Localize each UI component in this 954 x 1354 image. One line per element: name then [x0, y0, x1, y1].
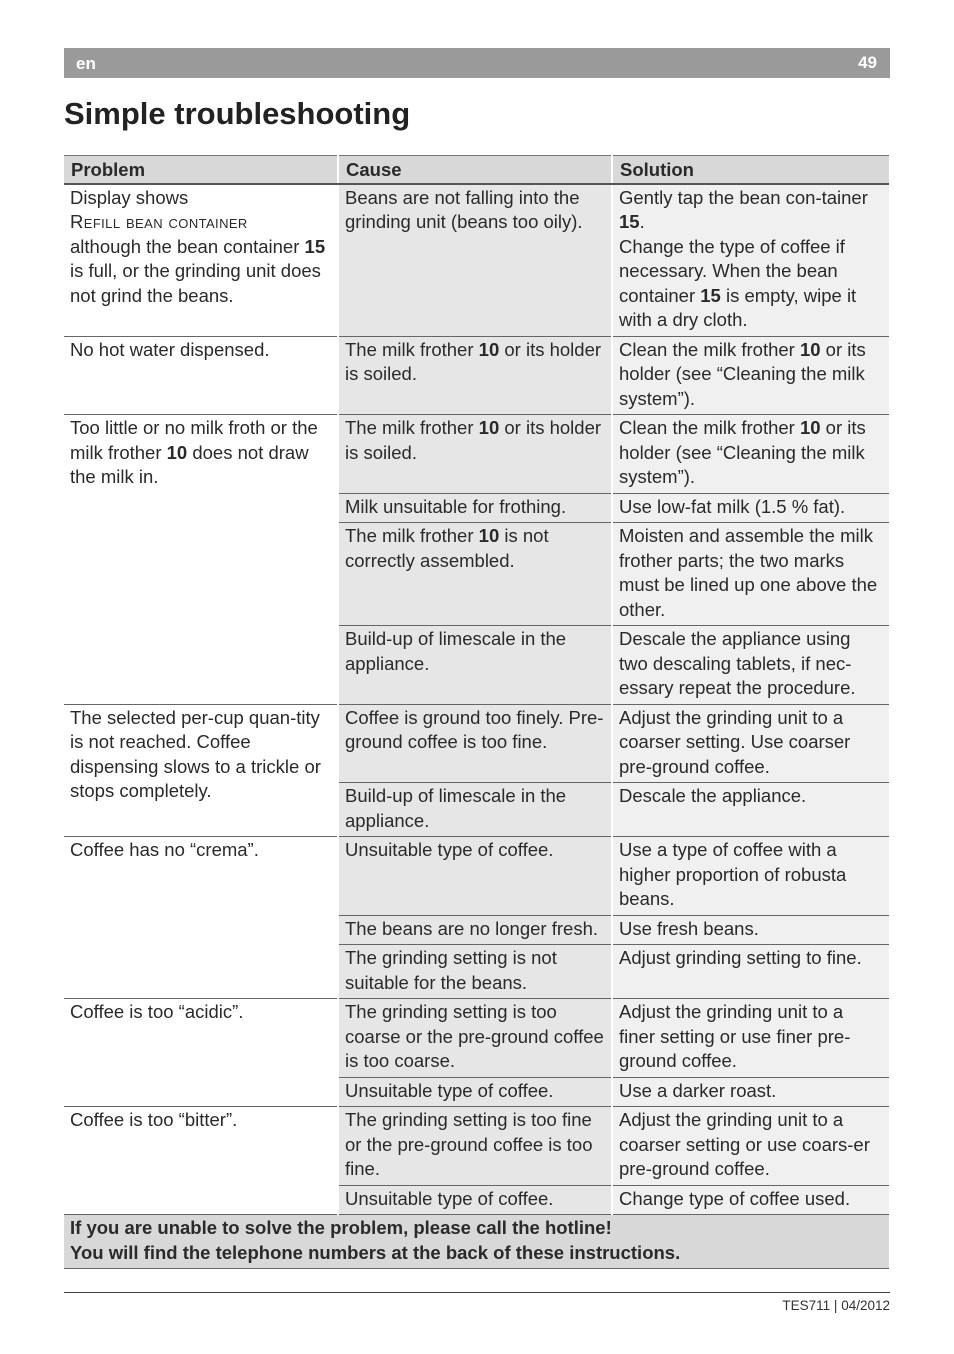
problem-cell [64, 184, 338, 337]
problem-text: although the bean container [70, 235, 300, 257]
part-number: 15 [304, 235, 326, 257]
table-row [64, 415, 889, 494]
solution-cell: Use a darker roast. [612, 1077, 889, 1107]
problem-cell: No hot water dispensed. [64, 336, 338, 415]
problem-cell: Coffee has no “crema”. [64, 837, 338, 999]
page-number: 49 [858, 53, 877, 72]
solution-cell: Descale the appliance using two descaling tablets, if nec-essary repeat the procedure. [612, 626, 889, 705]
cause-cell: The grinding setting is too coarse or the pre-ground coffee is too coarse. [338, 999, 612, 1078]
part-number: 10 [799, 338, 821, 360]
problem-cell: Too little or no milk froth or the milk frother 10 does not draw the milk in. [64, 415, 338, 705]
cause-cell: Unsuitable type of coffee. [338, 1185, 612, 1215]
solution-cell [612, 184, 889, 337]
problem-cell: Coffee is too “bitter”. [64, 1107, 338, 1215]
problem-text: Display shows [70, 186, 189, 208]
hotline-note-line-2: You will find the telephone numbers at the back of these instructions. [70, 1241, 681, 1263]
table-row [64, 184, 889, 337]
cause-cell: The beans are no longer fresh. [338, 915, 612, 945]
solution-cell: Clean the milk frother 10 or its holder (see “Cleaning the milk system”). [612, 336, 889, 415]
cause-cell: Unsuitable type of coffee. [338, 1077, 612, 1107]
table-header-row [64, 156, 889, 184]
table-row [64, 704, 889, 783]
cause-cell: The milk frother 10 or its holder is soiled. [338, 336, 612, 415]
solution-text: Change the type of coffee if necessary. When the bean container 15 is empty, wipe it with a dry cloth. [619, 235, 857, 330]
cause-cell: The milk frother 10 or its holder is soiled. [338, 415, 612, 494]
solution-text: . [639, 211, 645, 232]
problem-cell: Coffee is too “acidic”. [64, 999, 338, 1107]
part-number: 10 [478, 525, 500, 546]
cause-cell: Milk unsuitable for frothing. [338, 493, 612, 523]
solution-cell: Clean the milk frother 10 or its holder (see “Cleaning the milk system”). [612, 415, 889, 494]
document-reference: TES711 | 04/2012 [782, 1298, 890, 1313]
solution-cell: Use low-fat milk (1.5 % fat). [612, 493, 889, 523]
part-number: 10 [166, 441, 188, 463]
bottom-divider [64, 1292, 890, 1293]
cause-cell: The grinding setting is too fine or the pre-ground coffee is too fine. [338, 1107, 612, 1186]
cause-cell: Build-up of limescale in the appliance. [338, 783, 612, 837]
problem-text: is full, or the grinding unit does not grind the beans. [70, 260, 321, 306]
solution-cell: Change type of coffee used. [612, 1185, 889, 1215]
solution-cell: Adjust the grinding unit to a coarser setting or use coars-er pre-ground coffee. [612, 1107, 889, 1186]
cause-cell: The milk frother 10 is not correctly assembled. [338, 523, 612, 626]
solution-cell: Moisten and assemble the milk frother parts; the two marks must be lined up one above the other. [612, 523, 889, 626]
cause-cell: Build-up of limescale in the appliance. [338, 626, 612, 705]
cause-cell: Unsuitable type of coffee. [338, 837, 612, 916]
column-header-problem: Problem [64, 156, 338, 184]
table-row [64, 999, 889, 1078]
solution-cell: Adjust grinding setting to fine. [612, 945, 889, 999]
solution-text: Gently tap the bean con-tainer [619, 186, 868, 208]
problem-cell: The selected per-cup quan-tity is not reached. Coffee dispensing slows to a trickle or stops completely. [64, 704, 338, 837]
page-title: Simple troubleshooting [64, 96, 411, 131]
hotline-note-line-1: If you are unable to solve the problem, please call the hotline! [70, 1217, 612, 1238]
table-row [64, 1107, 889, 1186]
language-code: en [76, 54, 96, 73]
header-bar [64, 48, 890, 78]
cause-cell: Beans are not falling into the grinding unit (beans too oily). [338, 184, 612, 337]
cause-cell: Coffee is ground too finely. Pre-ground coffee is too fine. [338, 704, 612, 783]
hotline-note-row [64, 1215, 889, 1269]
column-header-cause: Cause [338, 156, 612, 184]
table-row [64, 837, 889, 916]
solution-cell: Descale the appliance. [612, 783, 889, 837]
part-number: 10 [478, 338, 500, 360]
part-number: 10 [478, 417, 500, 438]
part-number: 10 [799, 417, 821, 438]
table-row [64, 336, 889, 415]
hotline-note [64, 1215, 889, 1269]
solution-cell: Use a type of coffee with a higher proportion of robusta beans. [612, 837, 889, 916]
column-header-solution: Solution [612, 156, 889, 184]
solution-cell: Adjust the grinding unit to a finer setting or use finer pre-ground coffee. [612, 999, 889, 1078]
part-number: 15 [700, 284, 721, 306]
display-message: Refill bean container [70, 211, 248, 232]
cause-cell: The grinding setting is not suitable for the beans. [338, 945, 612, 999]
troubleshooting-table [64, 155, 889, 1269]
part-number: 15 [619, 211, 640, 232]
solution-cell: Adjust the grinding unit to a coarser setting. Use coarser pre-ground coffee. [612, 704, 889, 783]
solution-cell: Use fresh beans. [612, 915, 889, 945]
